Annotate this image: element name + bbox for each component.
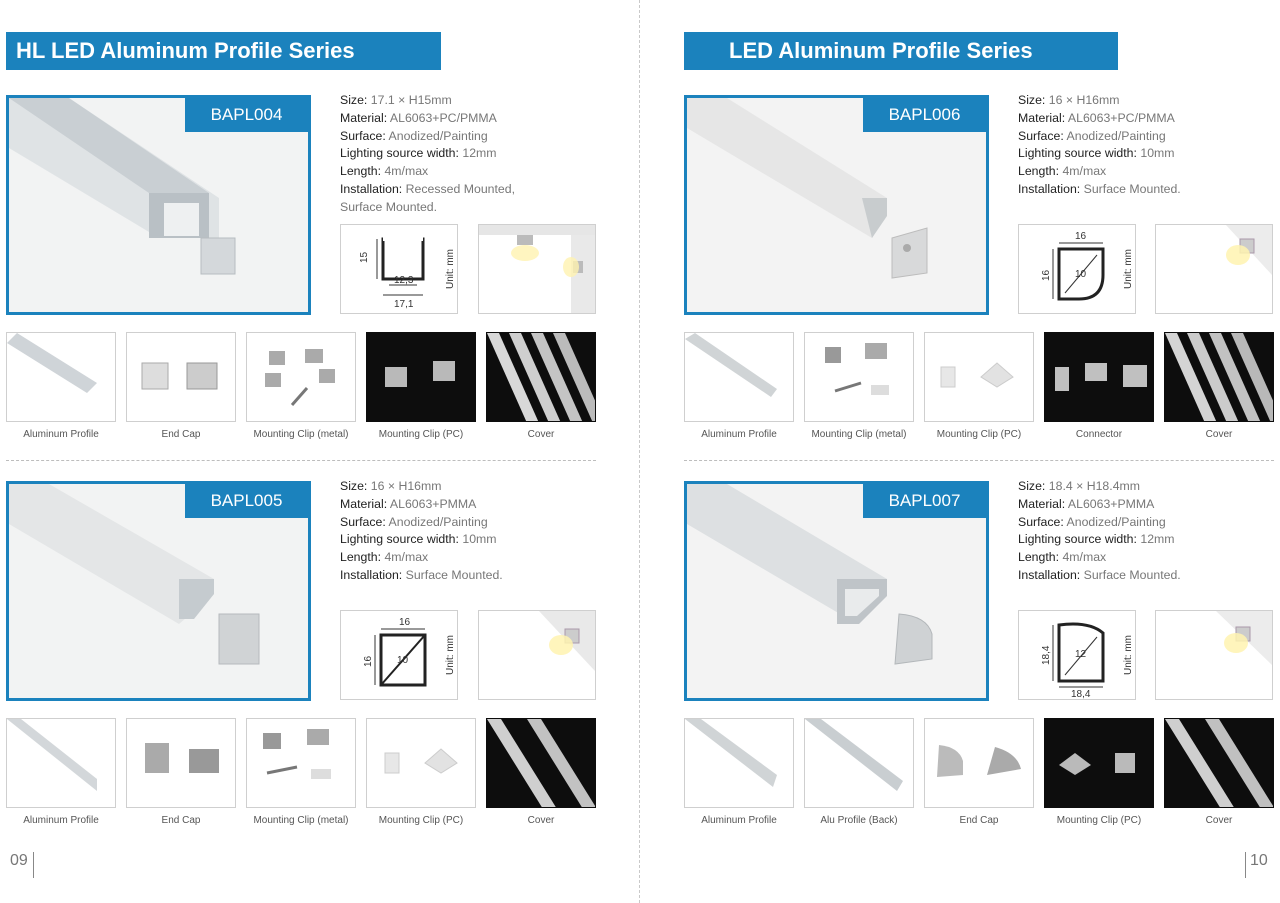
section-divider — [684, 460, 1274, 461]
spec-row: Size: 18.4 × H18.4mm — [1018, 479, 1141, 493]
page-number: 09 — [10, 852, 28, 869]
spec-row: Surface: Anodized/Painting — [1018, 128, 1166, 143]
spec-row: Surface Mounted. — [340, 199, 438, 214]
dimension-diagram — [1018, 224, 1136, 314]
diagram-width-label: 16 — [399, 617, 411, 628]
dimension-diagram — [340, 224, 458, 314]
diagram-height-label: 15 — [359, 251, 370, 263]
thumb-mounting-clip-metal — [804, 332, 914, 422]
thumb-mounting-clip-metal — [246, 332, 356, 422]
thumb-label: Mounting Clip (PC) — [936, 429, 1022, 440]
thumb-label: Alu Profile (Back) — [820, 815, 898, 826]
spec-row: Lighting source width: 12mm — [1018, 532, 1175, 547]
spec-row: Lighting source width: 12mm — [340, 146, 497, 161]
dimension-diagram — [340, 610, 458, 700]
thumb-label: Mounting Clip (metal) — [253, 815, 349, 826]
spec-row: Lighting source width: 10mm — [1018, 146, 1175, 161]
spec-row: Surface: Anodized/Painting — [340, 514, 488, 529]
thumb-label: Mounting Clip (PC) — [1056, 815, 1142, 826]
spec-row: Length: 4m/max — [340, 164, 429, 179]
spec-row: Size: 16 × H16mm — [340, 479, 442, 493]
spec-list — [1018, 478, 1280, 585]
thumb-label: End Cap — [959, 815, 999, 826]
spec-row: Surface: Anodized/Painting — [340, 128, 488, 143]
installation-illustration — [1155, 610, 1273, 700]
series-banner: LED Aluminum Profile Series — [684, 32, 1118, 70]
diagram-diag-label: 12 — [1075, 649, 1087, 660]
product-photo — [6, 481, 311, 701]
diagram-unit-label: Unit: mm — [445, 635, 456, 675]
spec-row: Size: 16 × H16mm — [1018, 93, 1120, 107]
diagram-width-label: 17,1 — [394, 299, 414, 310]
thumb-label: Cover — [1205, 815, 1233, 826]
thumb-label: Mounting Clip (metal) — [253, 429, 349, 440]
thumb-mounting-clip-metal — [246, 718, 356, 808]
spec-list — [1018, 92, 1280, 199]
thumb-label: Mounting Clip (PC) — [378, 429, 464, 440]
thumb-mounting-clip-pc — [924, 332, 1034, 422]
diagram-inner-label: 12,3 — [394, 275, 414, 286]
product-code-tag: BAPL005 — [185, 484, 308, 518]
thumb-label: End Cap — [161, 429, 201, 440]
product-photo — [684, 481, 989, 701]
thumb-end-cap — [126, 718, 236, 808]
thumb-label: End Cap — [161, 815, 201, 826]
thumb-cover — [1164, 718, 1274, 808]
thumb-mounting-clip-pc — [366, 332, 476, 422]
spec-row: Installation: Surface Mounted. — [1018, 567, 1181, 582]
section-divider — [6, 460, 596, 461]
product-photo — [6, 95, 311, 315]
thumb-mounting-clip-pc — [366, 718, 476, 808]
thumb-label: Cover — [527, 815, 555, 826]
thumb-label: Aluminum Profile — [23, 429, 99, 440]
product-section-bapl007 — [640, 478, 1280, 858]
thumb-aluminum-profile — [684, 718, 794, 808]
installation-illustration — [478, 610, 596, 700]
thumb-end-cap — [126, 332, 236, 422]
thumb-label: Connector — [1075, 429, 1123, 440]
thumb-alu-profile-back — [804, 718, 914, 808]
right-page — [640, 0, 1280, 903]
spec-row: Length: 4m/max — [1018, 550, 1107, 565]
thumb-label: Aluminum Profile — [701, 815, 777, 826]
thumb-connector — [1044, 332, 1154, 422]
thumb-cover — [486, 718, 596, 808]
diagram-diag-label: 10 — [397, 655, 409, 666]
page-number-rule — [1245, 852, 1246, 878]
series-banner: HL LED Aluminum Profile Series — [6, 32, 441, 70]
thumb-label: Mounting Clip (metal) — [811, 429, 907, 440]
product-code-tag: BAPL007 — [863, 484, 986, 518]
spec-row: Lighting source width: 10mm — [340, 532, 497, 547]
spec-row: Size: 17.1 × H15mm — [340, 93, 452, 107]
product-photo — [684, 95, 989, 315]
diagram-unit-label: Unit: mm — [1123, 249, 1134, 289]
thumb-mounting-clip-pc — [1044, 718, 1154, 808]
thumb-label: Aluminum Profile — [701, 429, 777, 440]
spec-list — [340, 92, 610, 217]
product-section-bapl006 — [640, 92, 1280, 472]
spec-row: Installation: Recessed Mounted, — [340, 181, 516, 196]
thumb-aluminum-profile — [6, 332, 116, 422]
diagram-width-label: 16 — [1075, 231, 1087, 242]
diagram-height-label: 16 — [1041, 269, 1052, 281]
thumb-label: Cover — [527, 429, 555, 440]
spec-row: Length: 4m/max — [340, 550, 429, 565]
diagram-unit-label: Unit: mm — [445, 249, 456, 289]
spec-row: Length: 4m/max — [1018, 164, 1107, 179]
spec-row: Material: AL6063+PC/PMMA — [1018, 110, 1175, 125]
product-code-tag: BAPL004 — [185, 98, 308, 132]
dimension-diagram — [1018, 610, 1136, 700]
thumb-cover — [1164, 332, 1274, 422]
spec-row: Surface: Anodized/Painting — [1018, 514, 1166, 529]
page-number: 10 — [1250, 852, 1268, 869]
product-code-tag: BAPL006 — [863, 98, 986, 132]
spec-row: Installation: Surface Mounted. — [340, 567, 503, 582]
thumb-label: Mounting Clip (PC) — [378, 815, 464, 826]
diagram-height-label: 18,4 — [1041, 645, 1052, 665]
spec-row: Material: AL6063+PMMA — [1018, 496, 1155, 511]
diagram-diag-label: 10 — [1075, 269, 1087, 280]
spec-row: Installation: Surface Mounted. — [1018, 181, 1181, 196]
spec-row: Material: AL6063+PC/PMMA — [340, 110, 497, 125]
product-section-bapl004 — [0, 92, 640, 472]
thumb-label: Cover — [1205, 429, 1233, 440]
thumb-end-cap — [924, 718, 1034, 808]
installation-illustration — [478, 224, 596, 314]
product-section-bapl005 — [0, 478, 640, 858]
thumb-cover — [486, 332, 596, 422]
diagram-width-label: 18,4 — [1071, 689, 1091, 699]
spec-list — [340, 478, 610, 585]
diagram-height-label: 16 — [363, 655, 374, 667]
thumb-aluminum-profile — [684, 332, 794, 422]
installation-illustration — [1155, 224, 1273, 314]
thumb-aluminum-profile — [6, 718, 116, 808]
page-number-rule — [33, 852, 34, 878]
thumb-label: Aluminum Profile — [23, 815, 99, 826]
diagram-unit-label: Unit: mm — [1123, 635, 1134, 675]
spec-row: Material: AL6063+PMMA — [340, 496, 477, 511]
